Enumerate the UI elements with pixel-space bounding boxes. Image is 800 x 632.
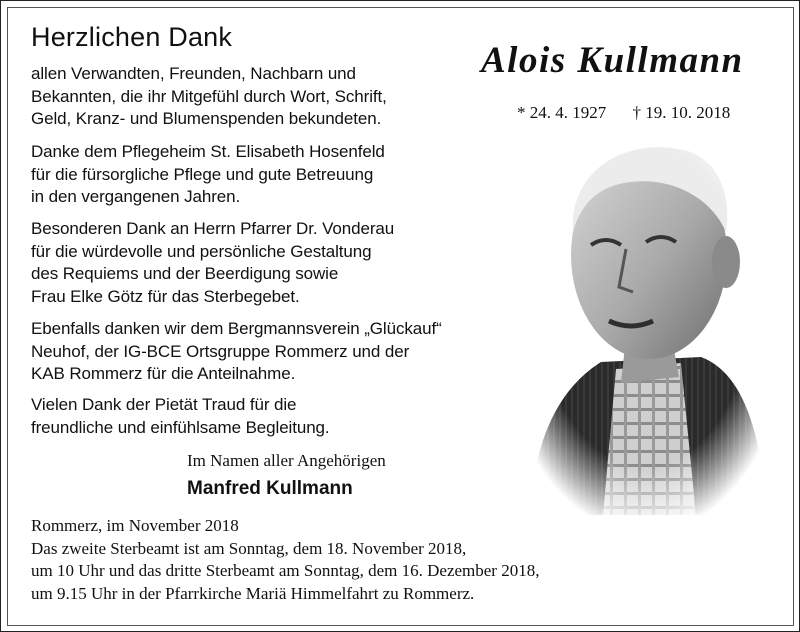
text-line: Besonderen Dank an Herrn Pfarrer Dr. Vonderau bbox=[31, 219, 395, 238]
signer-name: Manfred Kullmann bbox=[187, 478, 353, 499]
portrait-image bbox=[521, 137, 769, 515]
text-line: freundliche und einfühlsame Begleitung. bbox=[31, 417, 330, 437]
text-line: Ebenfalls danken wir dem Bergmannsverein „Glückauf“ bbox=[31, 319, 442, 338]
text-line: für die würdevolle und persönliche Gestaltung bbox=[31, 241, 372, 261]
text-line: KAB Rommerz für die Anteilnahme. bbox=[31, 364, 296, 383]
footer-line: um 9.15 Uhr in der Pfarrkirche Mariä Himmelfahrt zu Rommerz. bbox=[31, 583, 475, 603]
paragraph-thanks-relatives bbox=[31, 63, 387, 131]
text-line: Frau Elke Götz für das Sterbegebet. bbox=[31, 286, 300, 306]
footer-announcement bbox=[31, 515, 539, 605]
text-line: Neuhof, der IG-BCE Ortsgruppe Rommerz und der bbox=[31, 341, 410, 361]
heading: Herzlichen Dank bbox=[31, 22, 233, 52]
text-line: Danke dem Pflegeheim St. Elisabeth Hosenfeld bbox=[31, 142, 385, 161]
text-line: des Requiems und der Beerdigung sowie bbox=[31, 264, 339, 283]
text-line: in den vergangenen Jahren. bbox=[31, 187, 241, 206]
paragraph-thanks-associations bbox=[31, 318, 442, 386]
text-line: Bekannten, die ihr Mitgefühl durch Wort, Schrift, bbox=[31, 86, 387, 106]
footer-line: Rommerz, im November 2018 bbox=[31, 516, 239, 535]
on-behalf-text: Im Namen aller Angehörigen bbox=[187, 451, 386, 470]
death-date: † 19. 10. 2018 bbox=[632, 103, 731, 122]
footer-line: um 10 Uhr und das dritte Sterbeamt am Sonntag, dem 16. Dezember 2018, bbox=[31, 561, 540, 580]
birth-date: * 24. 4. 1927 bbox=[517, 103, 607, 122]
portrait-photo bbox=[521, 137, 769, 515]
text-line: Vielen Dank der Pietät Traud für die bbox=[31, 395, 297, 414]
paragraph-thanks-funeral-home bbox=[31, 394, 330, 439]
deceased-name: Alois Kullmann bbox=[481, 40, 744, 81]
text-line: Geld, Kranz- und Blumenspenden bekundeten. bbox=[31, 109, 382, 128]
paragraph-thanks-pastor bbox=[31, 218, 394, 308]
paragraph-thanks-care-home bbox=[31, 141, 385, 209]
footer-line: Das zweite Sterbeamt ist am Sonntag, dem 18. November 2018, bbox=[31, 538, 467, 558]
life-dates bbox=[517, 103, 730, 123]
text-line: für die fürsorgliche Pflege und gute Betreuung bbox=[31, 164, 374, 184]
text-line: allen Verwandten, Freunden, Nachbarn und bbox=[31, 64, 356, 83]
